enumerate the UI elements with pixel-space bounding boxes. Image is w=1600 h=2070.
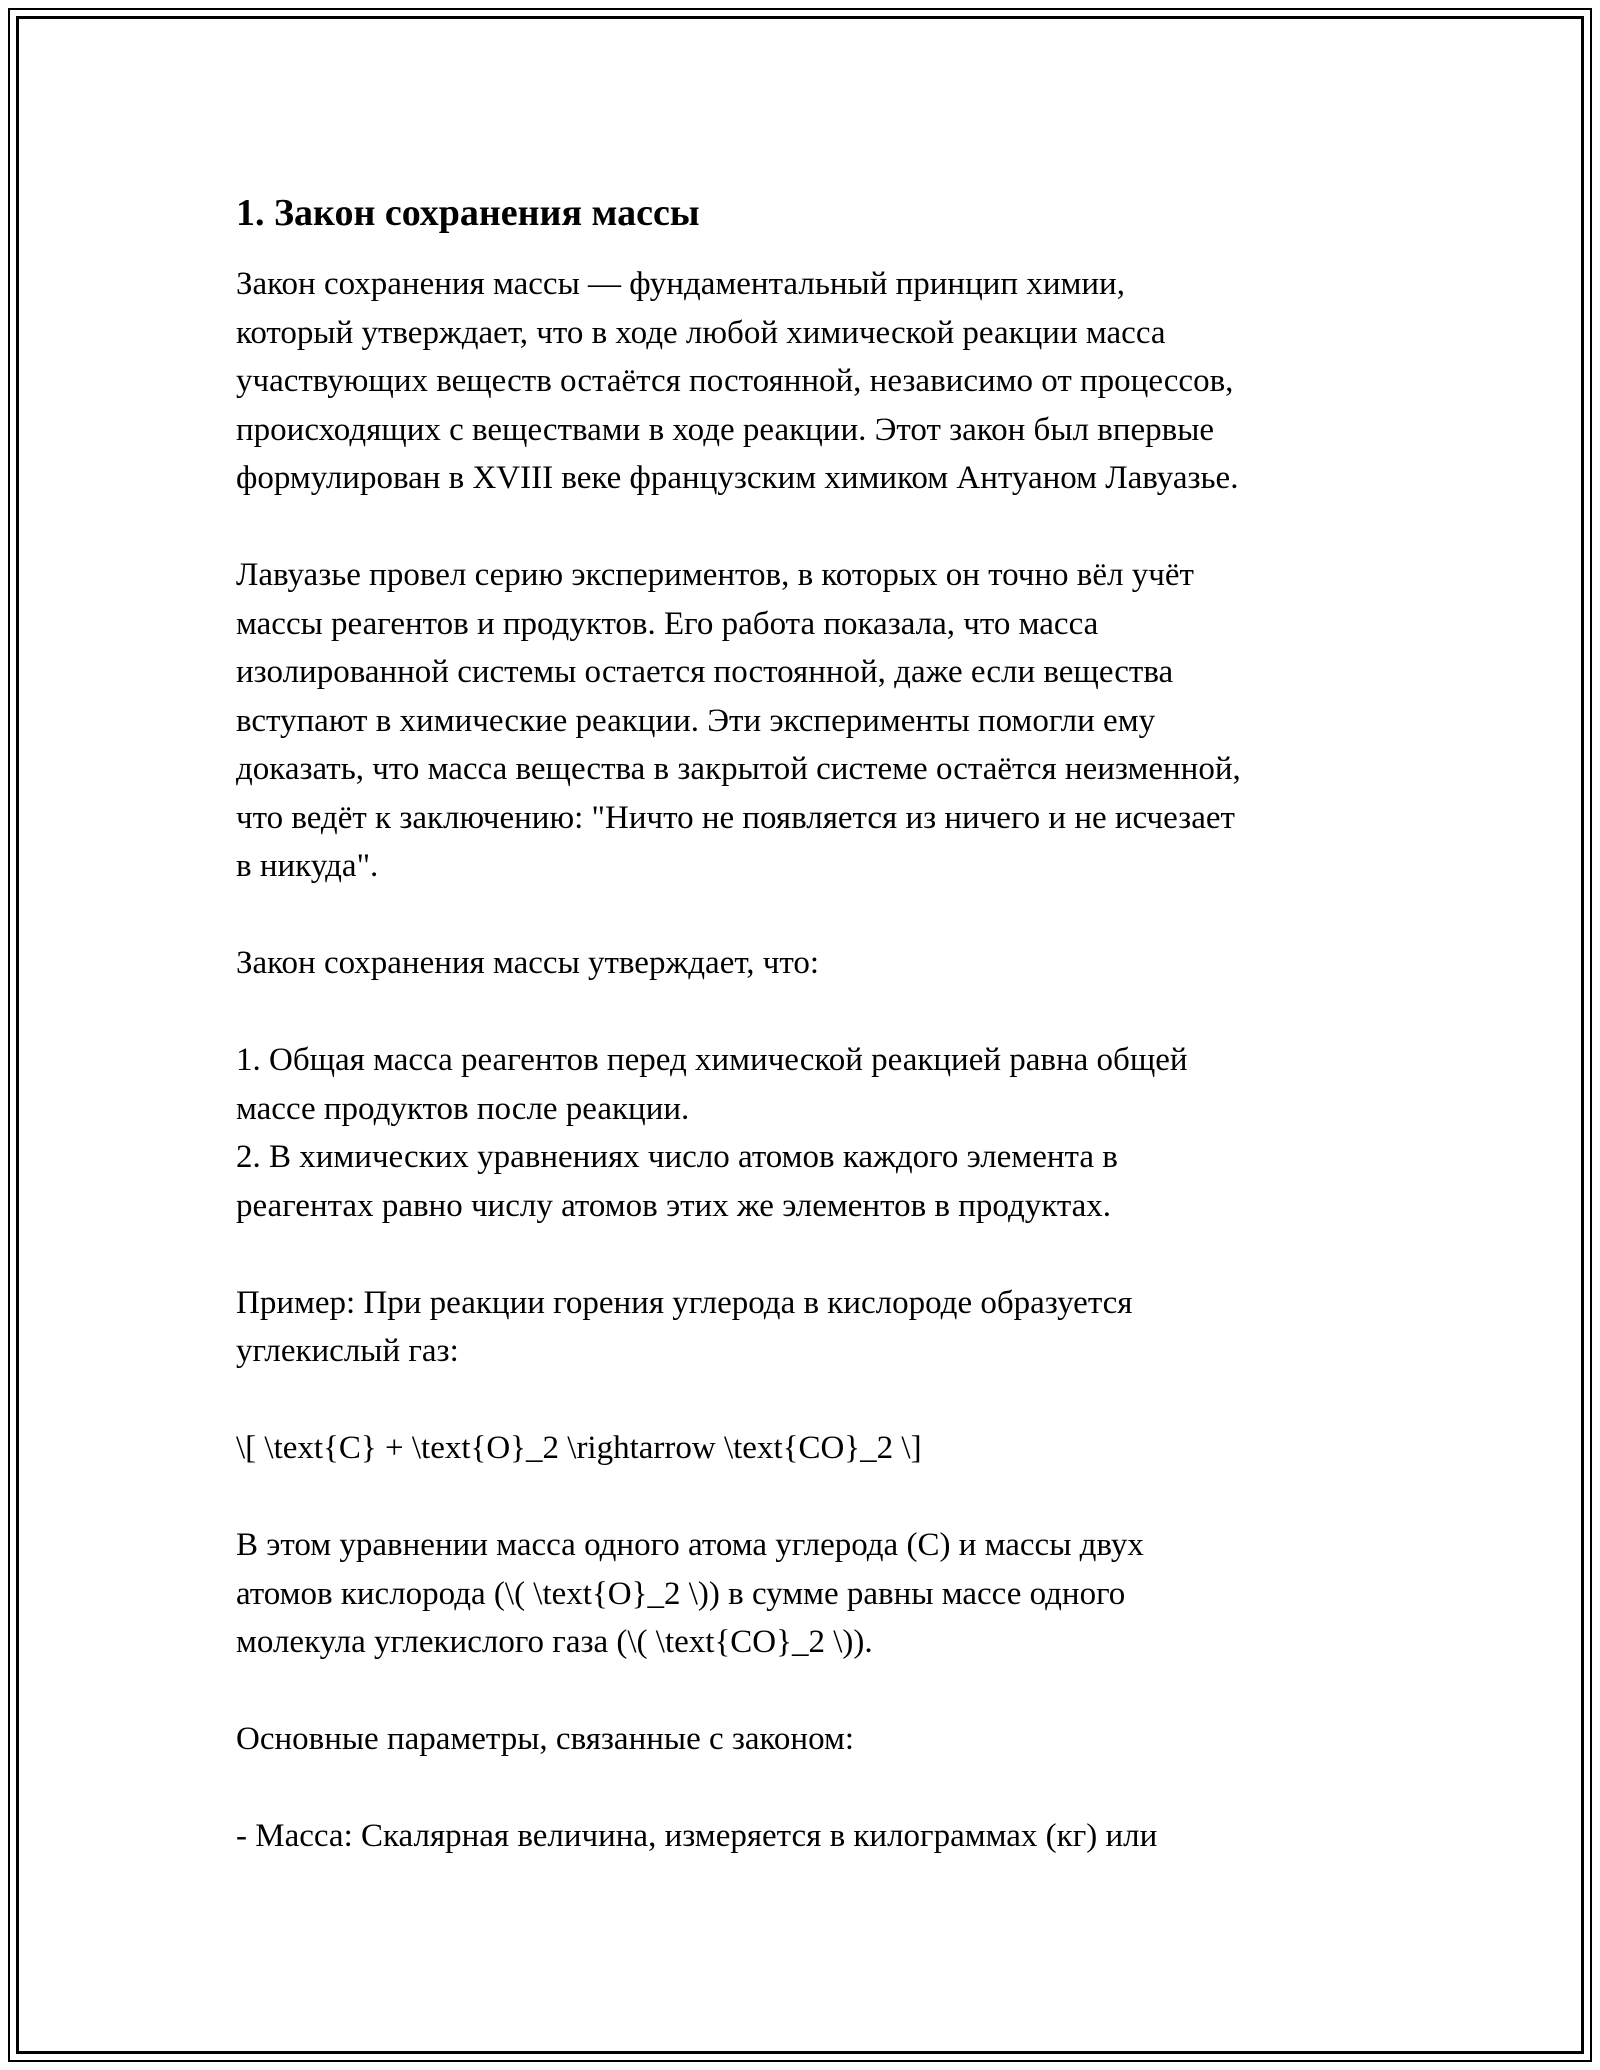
paragraph-intro [236, 260, 1376, 503]
text-line: Лавуазье провел серию экспериментов, в которых он точно вёл учёт [236, 557, 1194, 593]
bullet-mass [236, 1812, 1376, 1861]
list-item: 2. В химических уравнениях число атомов каждого элемента в [236, 1139, 1118, 1175]
text-line: вступают в химические реакции. Эти эксперименты помогли ему [236, 702, 1156, 739]
text-line: Закон сохранения массы утверждает, что: [236, 945, 820, 981]
text-line: Закон сохранения массы — фундаментальный принцип химии, [236, 266, 1125, 302]
document-body [236, 190, 1376, 1909]
text-line: Пример: При реакции горения углерода в кислороде образуется [236, 1284, 1133, 1321]
text-line: Основные параметры, связанные с законом: [236, 1721, 854, 1757]
text-line: В этом уравнении масса одного атома углерода (C) и массы двух [236, 1527, 1144, 1563]
list-item: массе продуктов после реакции. [236, 1090, 690, 1127]
section-heading: 1. Закон сохранения массы [236, 192, 700, 234]
list-item: 1. Общая масса реагентов перед химической реакцией равна общей [236, 1042, 1188, 1078]
text-line: массы реагентов и продуктов. Его работа показала, что масса [236, 605, 1099, 642]
text-line: доказать, что масса вещества в закрытой системе остаётся неизменной, [236, 751, 1241, 787]
text-line: в никуда". [236, 848, 379, 884]
text-line: который утверждает, что в ходе любой химической реакции масса [236, 314, 1166, 351]
paragraph-parameters-intro [236, 1715, 1376, 1764]
paragraph-law-statement [236, 939, 1376, 988]
equation-line [236, 1424, 1376, 1473]
text-line: молекула углекислого газа (\( \text{CO}_2 \)). [236, 1624, 873, 1660]
text-line: участвующих веществ остаётся постоянной, независимо от процессов, [236, 363, 1234, 399]
paragraph-equation-explanation [236, 1521, 1376, 1667]
numbered-list [236, 1036, 1376, 1230]
text-line: атомов кислорода (\( \text{O}_2 \)) в сумме равны массе одного [236, 1575, 1126, 1612]
paragraph-example [236, 1279, 1376, 1376]
text-line: происходящих с веществами в ходе реакции. Этот закон был впервые [236, 411, 1215, 448]
text-line: что ведёт к заключению: "Ничто не появляется из ничего и не исчезает [236, 799, 1235, 836]
text-line: углекислый газ: [236, 1333, 459, 1369]
text-line: формулирован в XVIII веке французским химиком Антуаном Лавуазье. [236, 460, 1239, 496]
list-item: - Масса: Скалярная величина, измеряется в килограммах (кг) или [236, 1818, 1158, 1854]
equation-text: \[ \text{C} + \text{O}_2 \rightarrow \text{CO}_2 \] [236, 1430, 922, 1466]
list-item: реагентах равно числу атомов этих же элементов в продуктах. [236, 1187, 1112, 1224]
text-line: изолированной системы остается постоянной, даже если вещества [236, 654, 1174, 690]
paragraph-lavoisier [236, 551, 1376, 891]
